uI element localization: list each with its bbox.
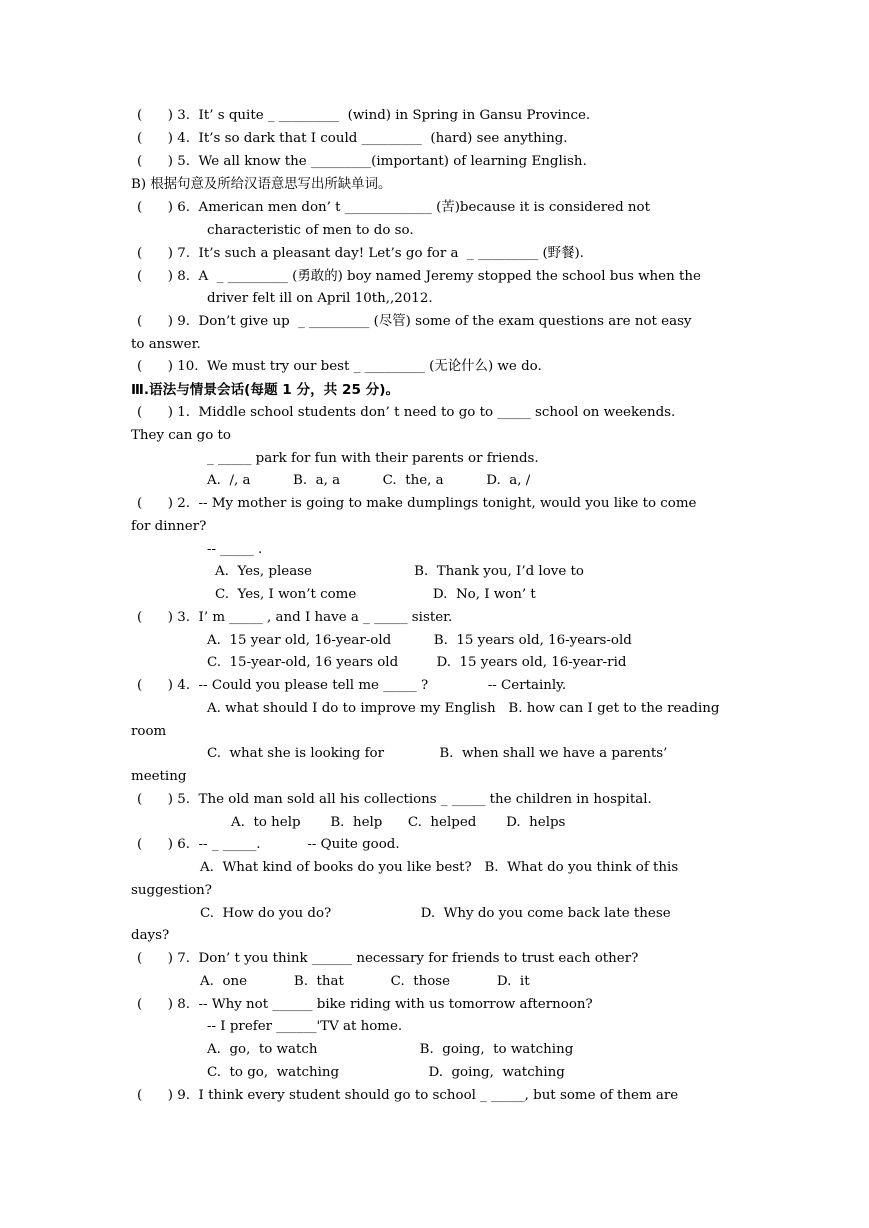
answer-options: meeting <box>131 769 187 784</box>
answer-options: C. Yes, I won’t come D. No, I won’ t <box>215 587 536 602</box>
question-line: ( ) 9. I think every student should go to school _ _____, but some of them are <box>137 1088 679 1103</box>
question-line: ( ) 2. -- My mother is going to make dumplings tonight, would you like to come <box>137 496 697 511</box>
question-line: characteristic of men to do so. <box>207 223 414 238</box>
answer-options: A. /, a B. a, a C. the, a D. a, / <box>207 473 531 488</box>
question-line: ( ) 4. -- Could you please tell me _____ ? -- Certainly. <box>137 678 567 693</box>
answer-options: A. what should I do to improve my English B. how can I get to the reading <box>207 701 720 716</box>
question-line: ( ) 7. Don’ t you think ______ necessary for friends to trust each other? <box>137 951 639 966</box>
answer-options: A. go, to watch B. going, to watching <box>207 1042 574 1057</box>
answer-options: A. 15 year old, 16-year-old B. 15 years old, 16-years-old <box>207 633 632 648</box>
question-line: ( ) 6. -- _ _____. -- Quite good. <box>137 837 400 852</box>
question-line: ( ) 7. It’s such a pleasant day! Let’s go for a _ _________ (野餐). <box>137 246 584 261</box>
question-line: ( ) 6. American men don’ t _____________ (苦)because it is considered not <box>137 200 650 215</box>
question-line: ( ) 8. -- Why not ______ bike riding with us tomorrow afternoon? <box>137 997 593 1012</box>
question-line: ( ) 8. A _ _________ (勇敢的) boy named Jeremy stopped the school bus when the <box>137 269 701 284</box>
question-line: ( ) 1. Middle school students don’ t need to go to _____ school on weekends. <box>137 405 676 420</box>
answer-options: A. one B. that C. those D. it <box>200 974 530 989</box>
answer-options: A. What kind of books do you like best? B. What do you think of this <box>200 860 679 875</box>
answer-options: days? <box>131 928 170 943</box>
answer-options: suggestion? <box>131 883 212 898</box>
question-line: -- _____ . <box>207 542 263 557</box>
question-line: ( ) 4. It’s so dark that I could _________ (hard) see anything. <box>137 131 568 146</box>
question-line: driver felt ill on April 10th,,2012. <box>207 291 433 306</box>
question-line: ( ) 5. The old man sold all his collections _ _____ the children in hospital. <box>137 792 652 807</box>
question-line: ( ) 3. It’ s quite _ _________ (wind) in Spring in Gansu Province. <box>137 108 591 123</box>
answer-options: C. what she is looking for B. when shall we have a parents’ <box>207 746 668 761</box>
question-line: _ _____ park for fun with their parents or friends. <box>207 451 539 466</box>
question-line: ( ) 9. Don’t give up _ _________ (尽管) some of the exam questions are not easy <box>137 314 692 329</box>
answer-options: room <box>131 724 167 739</box>
section-heading: Ⅲ.语法与情景会话(每题 1 分，共 25 分)。 <box>131 382 400 398</box>
answer-options: C. How do you do? D. Why do you come back late these <box>200 906 671 921</box>
question-line: ( ) 5. We all know the _________(important) of learning English. <box>137 154 587 169</box>
section-instruction: B) 根据句意及所给汉语意思写出所缺单词。 <box>131 177 392 192</box>
question-line: ( ) 10. We must try our best _ _________ (无论什么) we do. <box>137 359 542 374</box>
question-line: for dinner? <box>131 519 207 534</box>
answer-options: C. to go, watching D. going, watching <box>207 1065 565 1080</box>
answer-options: C. 15-year-old, 16 years old D. 15 years old, 16-year-rid <box>207 655 627 670</box>
answer-options: A. Yes, please B. Thank you, I’d love to <box>215 564 584 579</box>
question-line: They can go to <box>131 428 231 443</box>
question-line: ( ) 3. I’ m _____ , and I have a _ _____ sister. <box>137 610 453 625</box>
question-line: to answer. <box>131 337 201 352</box>
answer-options: A. to help B. help C. helped D. helps <box>231 815 566 830</box>
question-line: -- I prefer ______'TV at home. <box>207 1019 403 1034</box>
